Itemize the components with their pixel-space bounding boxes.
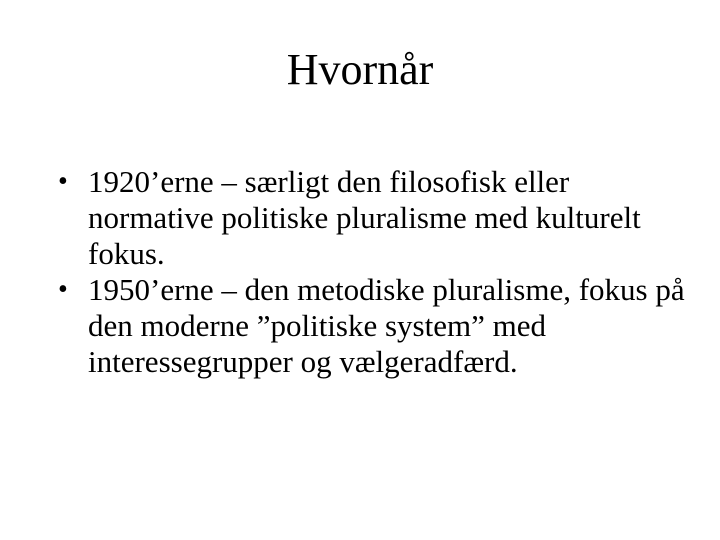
- bullet-item: [58, 164, 698, 272]
- bullet-text: 1920’erne – særligt den filosofisk eller normative politiske pluralisme med kulturelt fokus.: [88, 164, 641, 271]
- bullet-item: [58, 272, 698, 380]
- bullet-icon: •: [58, 274, 68, 305]
- bullet-text: 1950’erne – den metodiske pluralisme, fokus på den moderne ”politiske system” med interessegrupper og vælgeradfærd.: [88, 272, 685, 379]
- bullet-icon: •: [58, 166, 68, 197]
- bullet-list: [58, 164, 698, 380]
- slide-title: Hvornår: [286, 45, 434, 94]
